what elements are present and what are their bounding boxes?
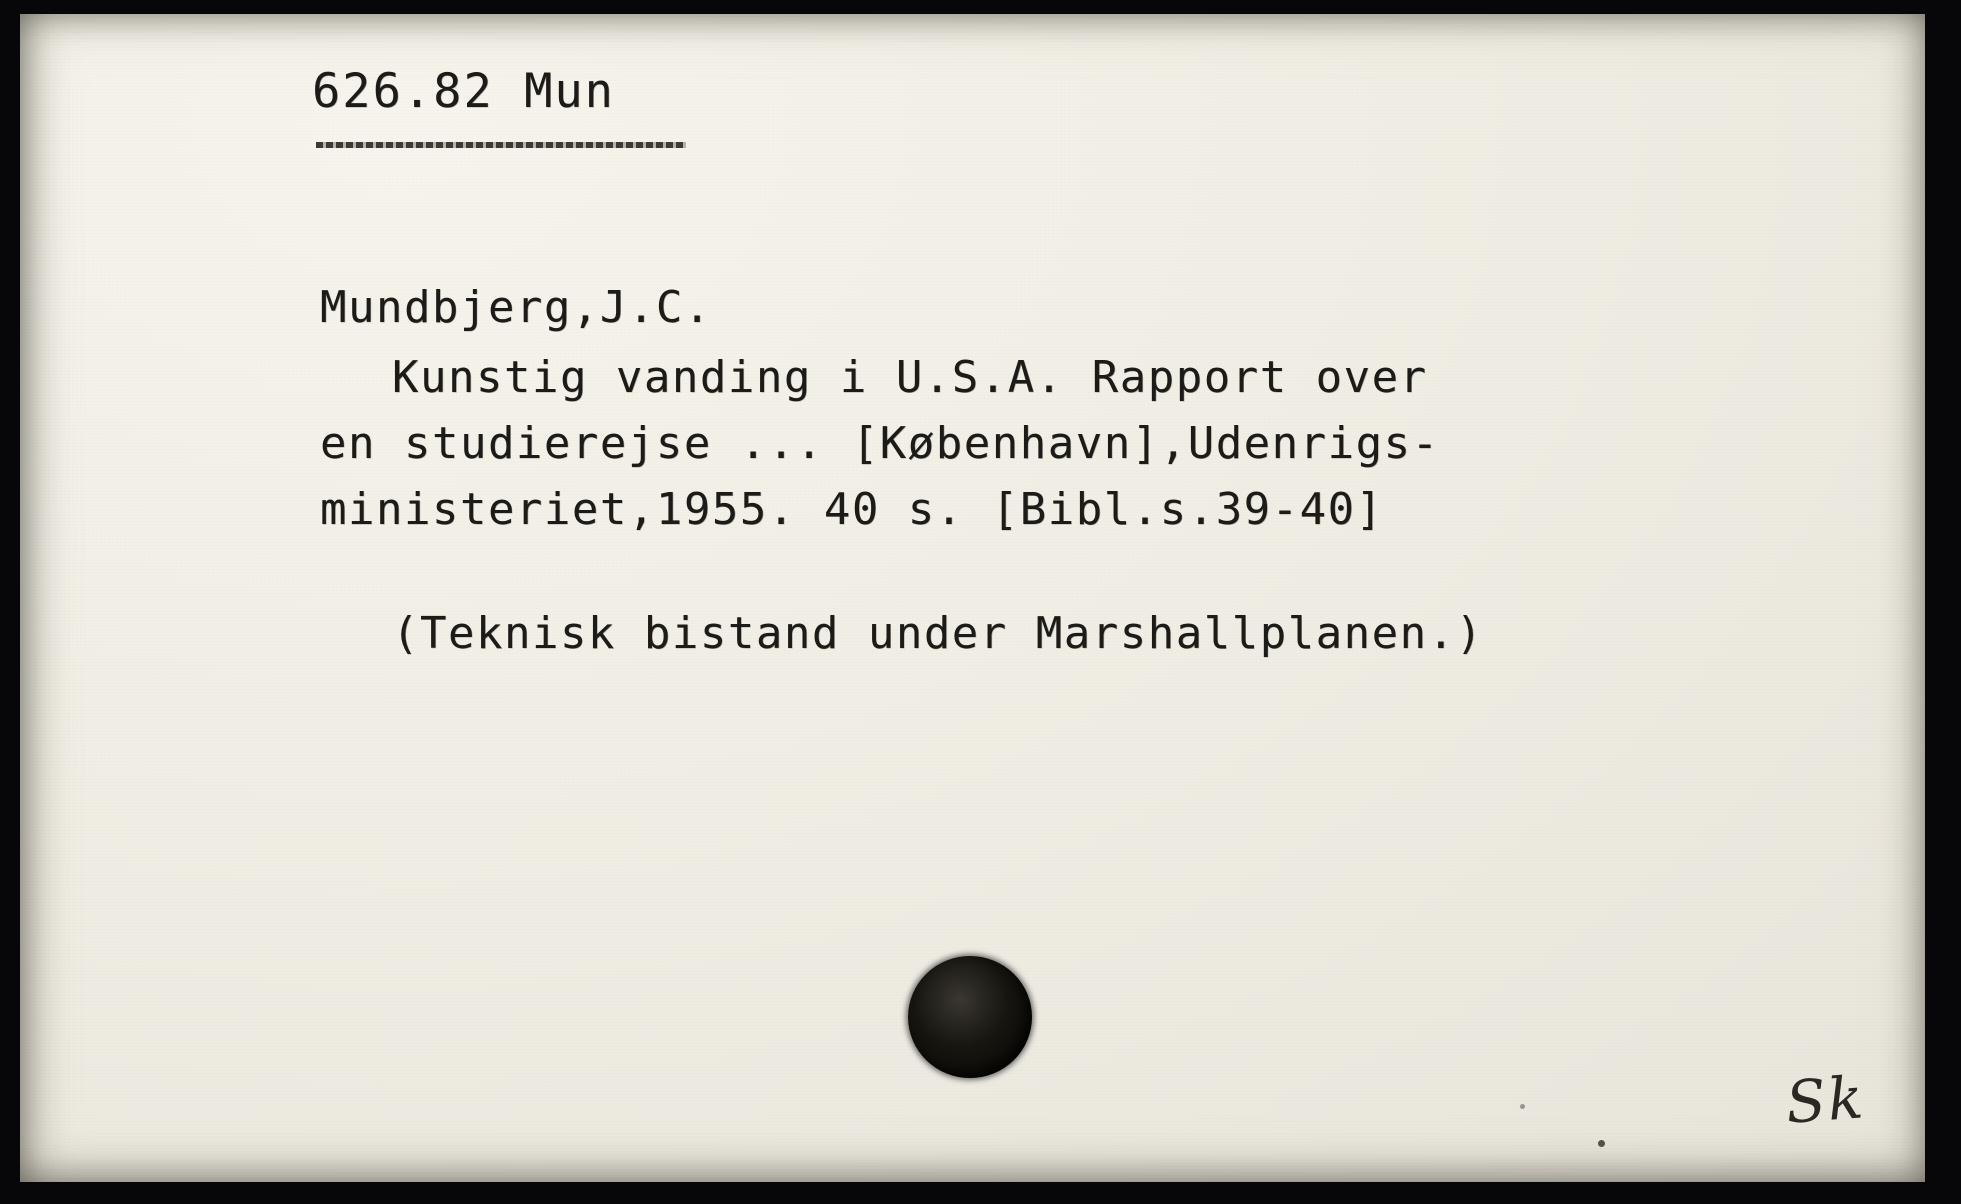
handwritten-initials: Sk bbox=[1783, 1063, 1868, 1137]
title-line-3: ministeriet,1955. 40 s. [Bibl.s.39-40] bbox=[320, 484, 1384, 535]
author-heading: Mundbjerg,J.C. bbox=[320, 282, 712, 333]
call-number-underline bbox=[316, 142, 686, 148]
punch-hole bbox=[908, 956, 1032, 1078]
call-number: 626.82 Mun bbox=[312, 64, 615, 119]
series-note: (Teknisk bistand under Marshallplanen.) bbox=[392, 608, 1484, 659]
catalogue-card bbox=[20, 14, 1925, 1182]
ink-speck-secondary bbox=[1520, 1104, 1525, 1109]
ink-speck bbox=[1598, 1140, 1605, 1147]
title-line-1: Kunstig vanding i U.S.A. Rapport over bbox=[392, 352, 1428, 403]
title-line-2: en studierejse ... [København],Udenrigs- bbox=[320, 418, 1440, 469]
